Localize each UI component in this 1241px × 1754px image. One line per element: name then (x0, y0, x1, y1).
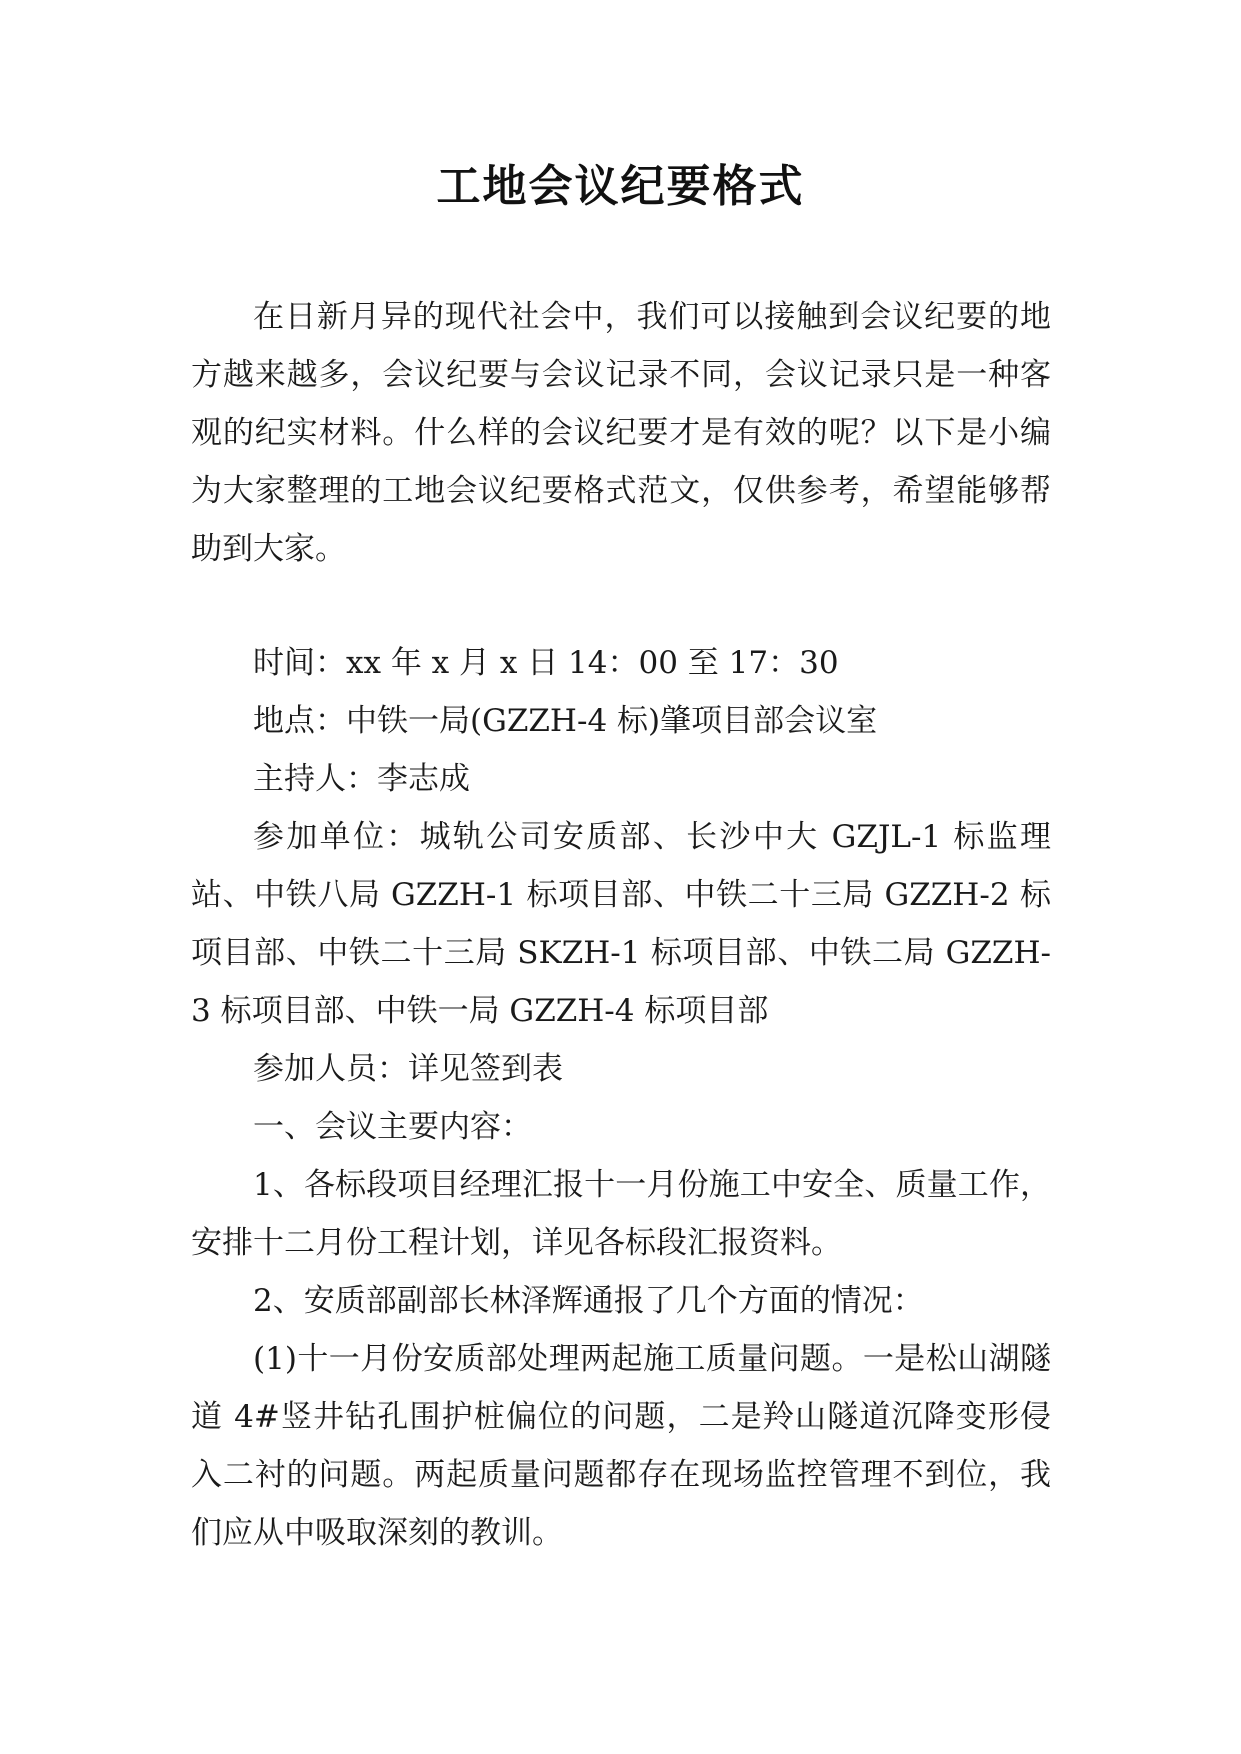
meeting-time: 时间：xx 年 x 月 x 日 14：00 至 17：30 (253, 645, 839, 681)
meeting-host: 主持人：李志成 (253, 761, 470, 797)
content-item-2: 2、安质部副部长林泽辉通报了几个方面的情况： (253, 1283, 924, 1319)
participating-units: 参加单位：城轨公司安质部、长沙中大 GZJL-1 标监理站、中铁八局 GZZH-1 标项目部、中铁二十三局 GZZH-2 标项目部、中铁二十三局 SKZH-1 标项目部、中铁二局 GZZH-3 标项目部、中铁一局 GZZH-4 标项目部 (191, 819, 1051, 1029)
intro-section (191, 288, 1051, 578)
content-subitem-1: (1)十一月份安质部处理两起施工质量问题。一是松山湖隧道 4#竖井钻孔围护桩偏位的问题，二是羚山隧道沉降变形侵入二衬的问题。两起质量问题都存在现场监控管理不到位，我们应从中吸取深刻的教训。 (191, 1341, 1051, 1551)
content-item-1: 1、各标段项目经理汇报十一月份施工中安全、质量工作，安排十二月份工程计划，详见各标段汇报资料。 (191, 1167, 1051, 1261)
meeting-location: 地点：中铁一局(GZZH-4 标)肇项目部会议室 (253, 703, 878, 739)
section-heading-main-content: 一、会议主要内容： (253, 1109, 532, 1145)
document-title: 工地会议纪要格式 (436, 161, 805, 212)
intro-paragraph: 在日新月异的现代社会中，我们可以接触到会议纪要的地方越来越多，会议纪要与会议记录不同，会议记录只是一种客观的纪实材料。什么样的会议纪要才是有效的呢？以下是小编为大家整理的工地会议纪要格式范文，仅供参考，希望能够帮助到大家。 (191, 299, 1051, 567)
participants: 参加人员：详见签到表 (253, 1051, 563, 1087)
minutes-section (191, 634, 1051, 1562)
